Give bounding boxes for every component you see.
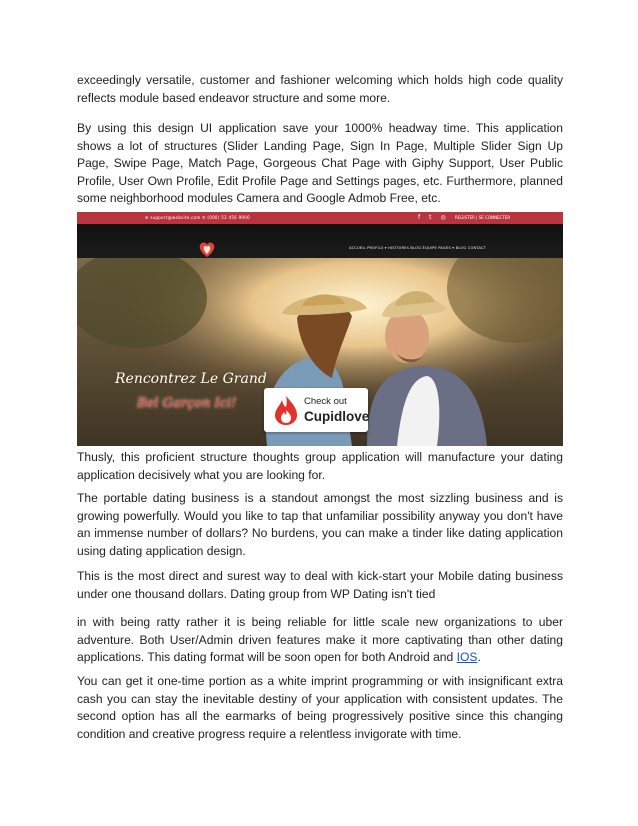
check-out-cupidlove-button[interactable] (264, 388, 368, 432)
facebook-icon: f (418, 214, 421, 221)
paragraph-platforms-text: in with being ratty rather it is being reliable for little scale new organizations to uber adventure. Both User/Admin driven features make it more captivating than other dating applications. This dating format will be soon open for both Android and (77, 615, 563, 664)
banner-topbar (77, 212, 563, 224)
banner-navbar (77, 224, 563, 258)
ios-link[interactable]: IOS (456, 650, 478, 664)
paragraph-thusly: Thusly, this proficient structure thoughts group application will manufacture your dating application decisively what you are looking for. (77, 450, 563, 482)
twitter-icon: t (429, 214, 432, 221)
banner-headline-line2: Bel Garçon Ici! (137, 396, 237, 411)
instagram-icon: ◎ (440, 214, 446, 221)
banner-headline-line1: Rencontrez Le Grand (115, 371, 267, 387)
paragraph-features-platforms (77, 614, 563, 667)
cta-small-text: Check out (304, 396, 347, 407)
cta-brand-text: Cupidlove (304, 409, 370, 424)
paragraph-kick-start: This is the most direct and surest way to deal with kick-start your Mobile dating business under one thousand dollars. Dating group from WP Dating isn't tied (77, 569, 563, 601)
banner-contact-text: ✉ support@website.com ✆ (000) 53 456 9900 (145, 215, 250, 220)
banner-auth-links: REGISTER | SE CONNECTER (455, 215, 511, 220)
paragraph-platforms-end: . (477, 650, 481, 664)
banner-social-icons (418, 214, 446, 221)
paragraph-intro: exceedingly versatile, customer and fashioner welcoming which holds high code quality reflects module based endeavor structure and some more. (77, 73, 563, 105)
paragraph-features: By using this design UI application save your 1000% headway time. This application shows a lot of structures (Slider Landing Page, Sign In Page, Multiple Slider Sign Up Page, Swipe Page, Match Page, Gorgeous Chat Page with Giphy Support, User Public Profile, User Own Profile, Edit Profile Page and Settings pages, etc. Furthermore, planned some neighborhood modules Camera and Google Admob Free, etc. (77, 121, 563, 205)
flame-logo-icon (272, 394, 300, 426)
paragraph-portable-business: The portable dating business is a standout amongst the most sizzling business and is growing powerfully. Would you like to tap that unfamiliar possibility anyway you don't have an immense number of dollars? No burdens, you can make a tinder like dating application using dating application design. (77, 491, 563, 558)
paragraph-pricing-options: You can get it one-time portion as a white imprint programming or with insignificant extra cash you can stay the inevitable destiny of your application with consistent updates. The second option has all the earmarks of being progressively positive since this changing condition and creative progress require a relentless invigorate with time. (77, 674, 563, 741)
banner-main-menu: ACCUEIL PROFILS ▾ HISTOIRES BLOG ÉQUIPE PAGES ▾ BLOG CONTACT (349, 246, 487, 250)
promo-banner-image[interactable] (77, 212, 563, 446)
